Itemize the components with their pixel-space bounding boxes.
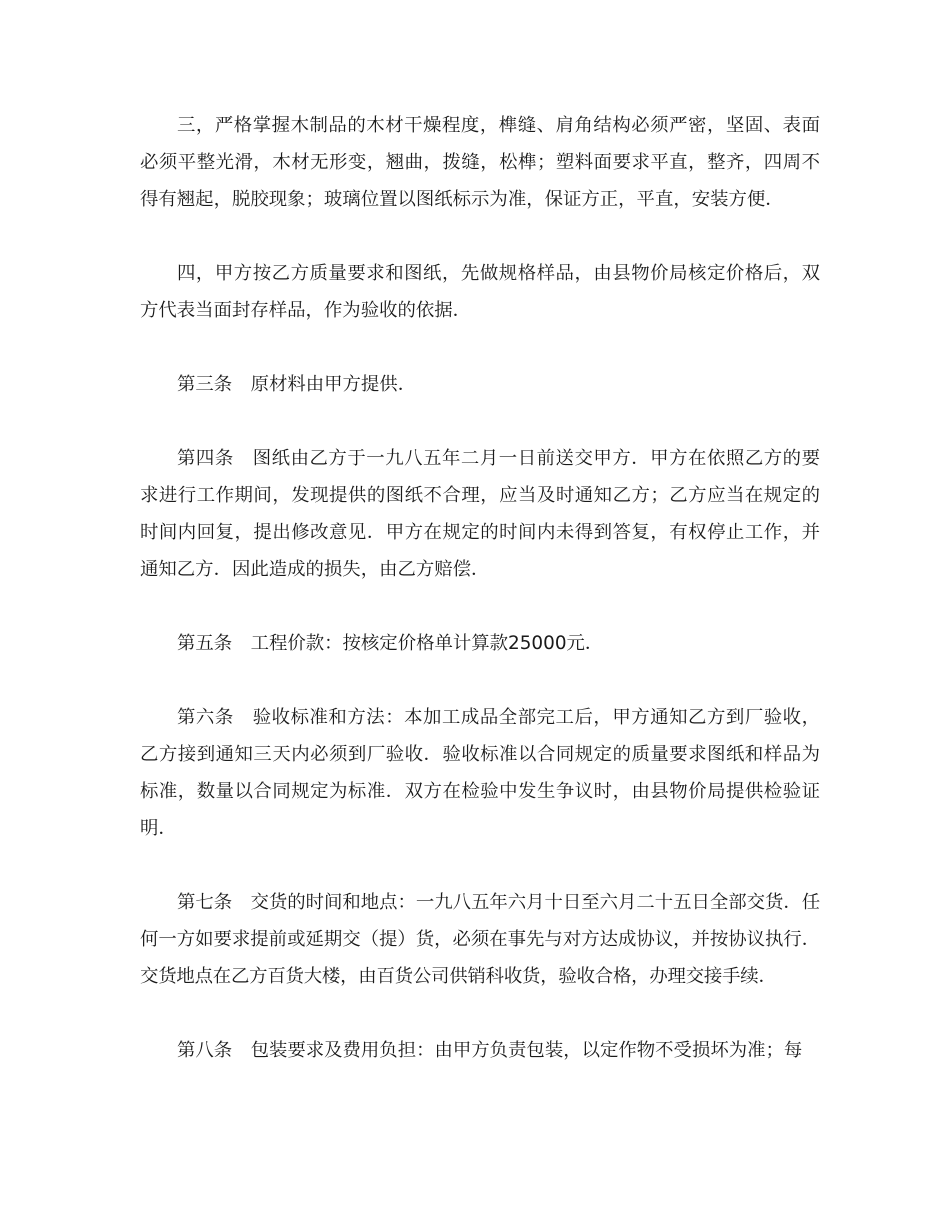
paragraph-article-8: 第八条 包装要求及费用负担：由甲方负责包装，以定作物不受损坏为准；每 [177,1040,803,1061]
paragraph-article-4: 第四条 图纸由乙方于一九八五年二月一日前送交甲方．甲方在依照乙方的要求进行工作期间，发现提供的图纸不合理，应当及时通知乙方；乙方应当在规定的时间内回复，提出修改意见．甲方在规定的时间内未得到答复，有权停止工作，并通知乙方．因此造成的损失，由乙方赔偿． [140,448,820,580]
document-page [140,107,820,1106]
paragraph-quality-wood: 三，严格掌握木制品的木材干燥程度，榫缝、肩角结构必须严密，坚固、表面必须平整光滑，木材无形变，翘曲，拨缝，松榫；塑料面要求平直，整齐，四周不得有翘起，脱胶现象；玻璃位置以图纸标示为准，保证方正，平直，安装方便． [140,115,820,210]
paragraph-article-3: 第三条 原材料由甲方提供． [177,374,417,395]
paragraph-article-6: 第六条 验收标准和方法：本加工成品全部完工后，甲方通知乙方到厂验收，乙方接到通知三天内必须到厂验收．验收标准以合同规定的质量要求图纸和样品为标准，数量以合同规定为标准．双方在检验中发生争议时，由县物价局提供检验证明． [140,707,820,839]
paragraph-article-7: 第七条 交货的时间和地点：一九八五年六月十日至六月二十五日全部交货．任何一方如要求提前或延期交（提）货，必须在事先与对方达成协议，并按协议执行．交货地点在乙方百货大楼，由百货公司供销科收货，验收合格，办理交接手续． [140,892,820,987]
paragraph-article-5: 第五条 工程价款：按核定价格单计算款25000元． [177,633,604,654]
paragraph-sample-pricing: 四，甲方按乙方质量要求和图纸，先做规格样品，由县物价局核定价格后，双方代表当面封存样品，作为验收的依据． [140,263,820,321]
